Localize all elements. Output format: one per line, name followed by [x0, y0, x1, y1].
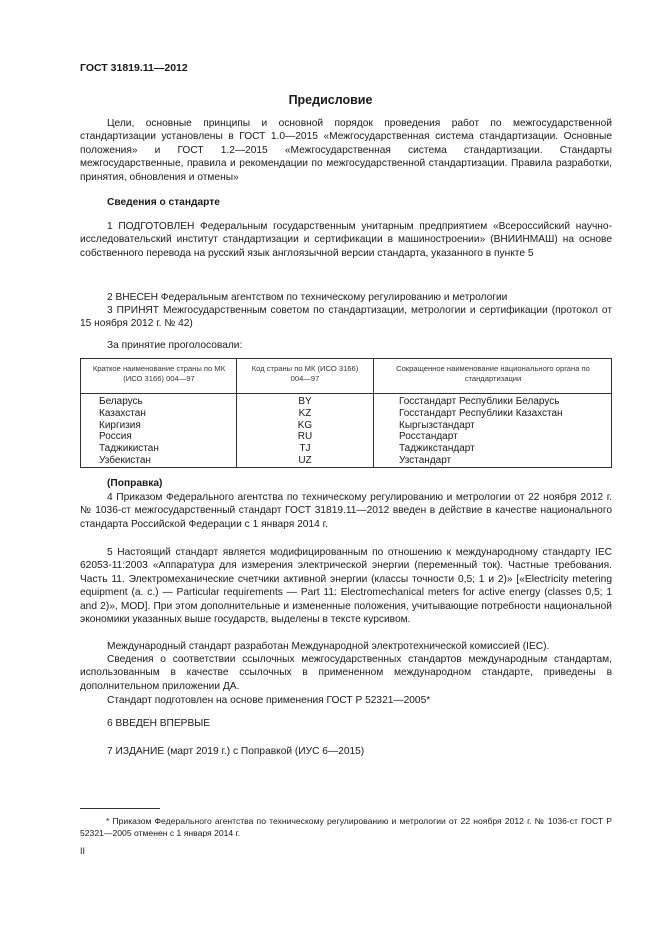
correction-label: (Поправка)	[107, 478, 163, 489]
table-header-code: Код страны по МК (ИСО 3166) 004—97	[251, 364, 359, 383]
table-cell: Беларусь	[99, 396, 143, 407]
page-title: Предисловие	[288, 93, 373, 107]
intro-paragraph: Цели, основные принципы и основной порядок проведения работ по межгосударственной стандартизации установлены в ГОСТ 1.0—2015 «Межгосударственная система стандартизации. Основные положения» и ГОСТ 1.2—2015 «Межгосударственная система стандартизации. Стандарты межгосударственные, правила и рекомендации по межгосударственной стандартизации. Правила разработки, принятия, обновления и отмены»	[80, 118, 612, 183]
footnote: * Приказом Федерального агентства по техническому регулированию и метрологии от 22 ноября 2012 г. № 1036-ст ГОСТ Р 52321—2005 отменен с 1 января 2014 г.	[80, 816, 612, 838]
voted-label: За принятие проголосовали:	[107, 340, 243, 351]
table-cell: Госстандарт Республики Казахстан	[399, 407, 563, 419]
page-number: II	[80, 846, 86, 856]
item-2-paragraph: 2 ВНЕСЕН Федеральным агентством по техническому регулированию и метрологии	[107, 292, 508, 303]
table-header-body: Сокращенное наименование национального органа по стандартизации	[396, 364, 590, 383]
table-cell: BY	[298, 396, 312, 407]
voting-table	[80, 358, 612, 468]
table-cell: Узстандарт	[399, 454, 452, 466]
table-cell: Киргизия	[99, 419, 141, 431]
table-cell: Кыргызстандарт	[399, 419, 475, 431]
item-3-paragraph: 3 ПРИНЯТ Межгосударственным советом по стандартизации, метрологии и сертификации (протокол от 15 ноября 2012 г. № 42)	[80, 305, 612, 330]
basis-paragraph: Стандарт подготовлен на основе применения ГОСТ Р 52321—2005*	[107, 695, 431, 706]
item-6-paragraph: 6 ВВЕДЕН ВПЕРВЫЕ	[107, 718, 211, 729]
table-header-country: Краткое наименование страны по МК (ИСО 3166) 004—97	[92, 364, 226, 383]
table-cell: KG	[297, 419, 313, 431]
table-cell: Россия	[99, 431, 132, 443]
table-cell: Таджикистан	[99, 443, 159, 455]
item-1-paragraph: 1 ПОДГОТОВЛЕН Федеральным государственным унитарным предприятием «Всероссийский научно-исследовательский институт стандартизации и сертификации в машиностроении» (ВНИИНМАШ) на основе собственного перевода на русский язык англоязычной версии стандарта, указанного в пункте 5	[80, 221, 612, 259]
footnote-divider	[80, 808, 160, 809]
table-cell: Казахстан	[99, 407, 146, 419]
table-cell: Таджикстандарт	[399, 443, 475, 455]
section-heading: Сведения о стандарте	[107, 197, 220, 208]
table-column-country	[99, 396, 159, 467]
table-cell: TJ	[299, 443, 311, 455]
document-header: ГОСТ 31819.11—2012	[80, 62, 188, 74]
table-cell: Узбекистан	[99, 454, 151, 466]
item-5-paragraph: 5 Настоящий стандарт является модифицированным по отношению к международному стандарту IEC 62053-11:2003 «Аппаратура для измерения электрической энергии (переменный ток). Частные требования. Часть 11. Электромеханические счетчики активной энергии (классы точности 0,5; 1 и 2)» [«Electricity metering equipment (a. c.) — Particular requirements — Part 11: Electromechanical meters for active energy (classes 0,5; 1 and 2)», MOD]. При этом дополнительные и измененные положения, учитывающие потребности национальной экономики указанных выше государств, выделены в тексте курсивом.	[80, 547, 612, 626]
table-column-body	[399, 396, 563, 467]
item-7-paragraph: 7 ИЗДАНИЕ (март 2019 г.) с Поправкой (ИУС 6—2015)	[107, 746, 365, 757]
table-column-code	[237, 396, 373, 467]
item-4-paragraph: 4 Приказом Федерального агентства по техническому регулированию и метрологии от 22 ноября 2012 г. № 1036-ст межгосударственный стандарт ГОСТ 31819.11—2012 введен в действие в качестве национального стандарта Российской Федерации с 1 января 2014 г.	[80, 492, 612, 530]
table-cell: Госстандарт Республики Беларусь	[399, 396, 560, 407]
table-cell: KZ	[298, 407, 312, 419]
references-paragraph: Сведения о соответствии ссылочных межгосударственных стандартов международным стандартам, использованным в качестве ссылочных в примененном международном стандарте, приведены в дополнительном приложении ДА.	[80, 654, 612, 692]
table-cell: RU	[297, 431, 313, 443]
table-cell: UZ	[298, 454, 312, 466]
table-cell: Росстандарт	[399, 431, 458, 443]
iec-paragraph: Международный стандарт разработан Международной электротехнической комиссией (IEC).	[107, 641, 550, 652]
